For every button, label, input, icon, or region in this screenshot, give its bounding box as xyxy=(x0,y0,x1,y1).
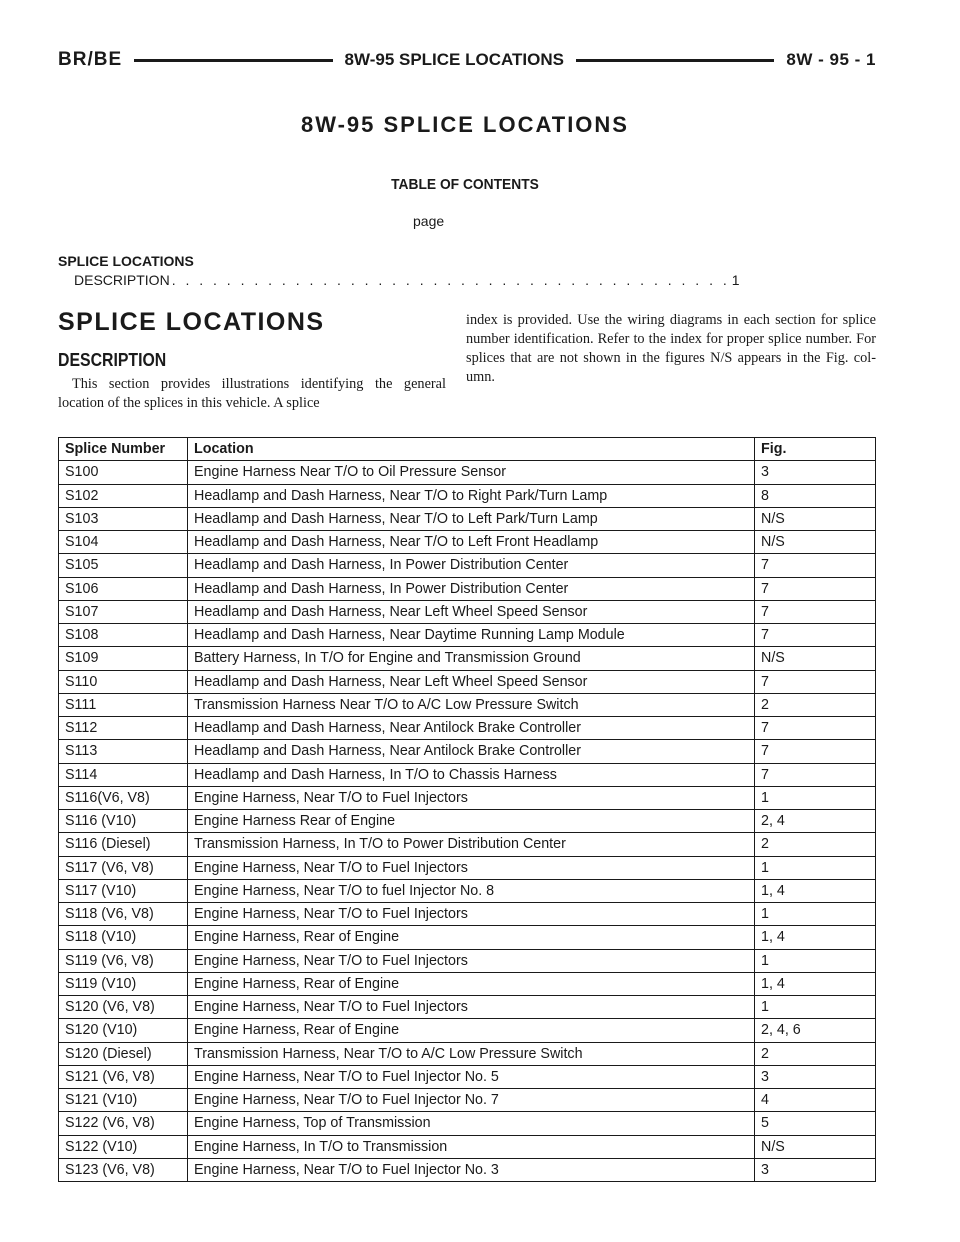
table-row xyxy=(59,1089,876,1112)
splice-number-cell: S111 xyxy=(59,693,188,716)
subsection-heading: DESCRIPTION xyxy=(58,350,167,370)
splice-number-cell: S119 (V10) xyxy=(59,972,188,995)
fig-cell: 7 xyxy=(755,740,876,763)
table-row xyxy=(59,1112,876,1135)
splice-number-cell: S104 xyxy=(59,531,188,554)
location-cell: Engine Harness Rear of Engine xyxy=(188,810,755,833)
splice-number-cell: S103 xyxy=(59,507,188,530)
splice-number-cell: S116 (V10) xyxy=(59,810,188,833)
fig-cell: 7 xyxy=(755,577,876,600)
splice-number-cell: S121 (V10) xyxy=(59,1089,188,1112)
table-row xyxy=(59,996,876,1019)
table-row xyxy=(59,1135,876,1158)
table-row xyxy=(59,972,876,995)
splice-number-cell: S122 (V10) xyxy=(59,1135,188,1158)
splice-number-cell: S112 xyxy=(59,717,188,740)
splice-number-cell: S118 (V6, V8) xyxy=(59,903,188,926)
splice-number-cell: S114 xyxy=(59,763,188,786)
toc-section-title: SPLICE LOCATIONS xyxy=(58,253,194,269)
splice-number-cell: S116(V6, V8) xyxy=(59,786,188,809)
location-cell: Transmission Harness, Near T/O to A/C Low Pressure Switch xyxy=(188,1042,755,1065)
location-cell: Headlamp and Dash Harness, In Power Distribution Center xyxy=(188,577,755,600)
splice-number-cell: S117 (V6, V8) xyxy=(59,856,188,879)
fig-cell: 7 xyxy=(755,717,876,740)
splice-number-cell: S117 (V10) xyxy=(59,879,188,902)
location-cell: Headlamp and Dash Harness, Near Antilock Brake Controller xyxy=(188,717,755,740)
splice-number-cell: S120 (Diesel) xyxy=(59,1042,188,1065)
running-header xyxy=(58,48,876,72)
splice-number-cell: S120 (V10) xyxy=(59,1019,188,1042)
splice-number-cell: S107 xyxy=(59,600,188,623)
location-cell: Engine Harness, Top of Transmission xyxy=(188,1112,755,1135)
location-cell: Headlamp and Dash Harness, Near T/O to Right Park/Turn Lamp xyxy=(188,484,755,507)
splice-table xyxy=(58,437,876,1182)
location-cell: Headlamp and Dash Harness, Near T/O to Left Park/Turn Lamp xyxy=(188,507,755,530)
table-row xyxy=(59,507,876,530)
fig-cell: 1 xyxy=(755,903,876,926)
table-row xyxy=(59,949,876,972)
splice-number-cell: S102 xyxy=(59,484,188,507)
column-header-splice-number: Splice Number xyxy=(59,438,188,461)
table-body xyxy=(59,461,876,1182)
table-row xyxy=(59,1042,876,1065)
header-rule-right xyxy=(576,59,774,62)
splice-number-cell: S106 xyxy=(59,577,188,600)
location-cell: Engine Harness Near T/O to Oil Pressure Sensor xyxy=(188,461,755,484)
fig-cell: 7 xyxy=(755,554,876,577)
location-cell: Headlamp and Dash Harness, Near Left Wheel Speed Sensor xyxy=(188,600,755,623)
splice-number-cell: S123 (V6, V8) xyxy=(59,1158,188,1181)
splice-number-cell: S109 xyxy=(59,647,188,670)
fig-cell: 8 xyxy=(755,484,876,507)
location-cell: Engine Harness, Rear of Engine xyxy=(188,972,755,995)
fig-cell: 3 xyxy=(755,1065,876,1088)
table-row xyxy=(59,577,876,600)
table-row xyxy=(59,600,876,623)
splice-number-cell: S120 (V6, V8) xyxy=(59,996,188,1019)
fig-cell: 7 xyxy=(755,763,876,786)
splice-number-cell: S110 xyxy=(59,670,188,693)
fig-cell: 1 xyxy=(755,996,876,1019)
fig-cell: 1, 4 xyxy=(755,972,876,995)
table-row xyxy=(59,763,876,786)
fig-cell: 7 xyxy=(755,670,876,693)
splice-number-cell: S105 xyxy=(59,554,188,577)
location-cell: Transmission Harness, In T/O to Power Distribution Center xyxy=(188,833,755,856)
location-cell: Engine Harness, Near T/O to Fuel Injectors xyxy=(188,949,755,972)
fig-cell: 7 xyxy=(755,624,876,647)
fig-cell: 2 xyxy=(755,693,876,716)
location-cell: Engine Harness, Rear of Engine xyxy=(188,1019,755,1042)
location-cell: Headlamp and Dash Harness, Near Antilock Brake Controller xyxy=(188,740,755,763)
location-cell: Headlamp and Dash Harness, In T/O to Chassis Harness xyxy=(188,763,755,786)
fig-cell: 3 xyxy=(755,461,876,484)
table-header-row xyxy=(59,438,876,461)
table-row xyxy=(59,879,876,902)
fig-cell: 3 xyxy=(755,1158,876,1181)
fig-cell: 2 xyxy=(755,833,876,856)
column-header-location: Location xyxy=(188,438,755,461)
fig-cell: 2, 4 xyxy=(755,810,876,833)
fig-cell: 1 xyxy=(755,856,876,879)
location-cell: Headlamp and Dash Harness, In Power Distribution Center xyxy=(188,554,755,577)
toc-title: TABLE OF CONTENTS xyxy=(391,176,539,193)
location-cell: Engine Harness, Near T/O to Fuel Injectors xyxy=(188,856,755,879)
fig-cell: 1, 4 xyxy=(755,926,876,949)
fig-cell: N/S xyxy=(755,507,876,530)
location-cell: Engine Harness, Near T/O to Fuel Injector No. 7 xyxy=(188,1089,755,1112)
header-page-number: 8W - 95 - 1 xyxy=(786,50,876,69)
table-row xyxy=(59,484,876,507)
fig-cell: 1, 4 xyxy=(755,879,876,902)
table-row xyxy=(59,1158,876,1181)
table-row xyxy=(59,740,876,763)
toc-page-label: page xyxy=(413,213,445,229)
fig-cell: 2 xyxy=(755,1042,876,1065)
table-row xyxy=(59,810,876,833)
location-cell: Engine Harness, Rear of Engine xyxy=(188,926,755,949)
header-center: 8W-95 SPLICE LOCATIONS xyxy=(344,50,564,69)
splice-number-cell: S113 xyxy=(59,740,188,763)
location-cell: Headlamp and Dash Harness, Near Left Wheel Speed Sensor xyxy=(188,670,755,693)
table-row xyxy=(59,1065,876,1088)
table-row xyxy=(59,833,876,856)
document-title: 8W-95 SPLICE LOCATIONS xyxy=(301,112,629,137)
location-cell: Headlamp and Dash Harness, Near Daytime Running Lamp Module xyxy=(188,624,755,647)
fig-cell: N/S xyxy=(755,531,876,554)
fig-cell: 2, 4, 6 xyxy=(755,1019,876,1042)
table-row xyxy=(59,1019,876,1042)
location-cell: Engine Harness, In T/O to Transmission xyxy=(188,1135,755,1158)
table-row xyxy=(59,856,876,879)
splice-number-cell: S108 xyxy=(59,624,188,647)
fig-cell: 1 xyxy=(755,949,876,972)
location-cell: Engine Harness, Near T/O to Fuel Injector No. 3 xyxy=(188,1158,755,1181)
table-row xyxy=(59,554,876,577)
splice-number-cell: S100 xyxy=(59,461,188,484)
fig-cell: 4 xyxy=(755,1089,876,1112)
table-row xyxy=(59,926,876,949)
fig-cell: 1 xyxy=(755,786,876,809)
splice-number-cell: S116 (Diesel) xyxy=(59,833,188,856)
location-cell: Headlamp and Dash Harness, Near T/O to Left Front Headlamp xyxy=(188,531,755,554)
section-heading: SPLICE LOCATIONS xyxy=(58,308,325,336)
table-row xyxy=(59,531,876,554)
fig-cell: 7 xyxy=(755,600,876,623)
header-rule-left xyxy=(134,59,332,62)
splice-number-cell: S118 (V10) xyxy=(59,926,188,949)
toc-entry[interactable] xyxy=(74,272,740,288)
description-paragraph-left: This section provides illustrations identifying the general location of the splices in this vehicle. A splice xyxy=(58,376,446,411)
splice-number-cell: S119 (V6, V8) xyxy=(59,949,188,972)
table-row xyxy=(59,693,876,716)
location-cell: Engine Harness, Near T/O to fuel Injector No. 8 xyxy=(188,879,755,902)
table-row xyxy=(59,786,876,809)
toc-entry-page: 1 xyxy=(731,272,740,288)
fig-cell: N/S xyxy=(755,1135,876,1158)
location-cell: Battery Harness, In T/O for Engine and Transmission Ground xyxy=(188,647,755,670)
location-cell: Engine Harness, Near T/O to Fuel Injector No. 5 xyxy=(188,1065,755,1088)
table-row xyxy=(59,624,876,647)
location-cell: Engine Harness, Near T/O to Fuel Injectors xyxy=(188,786,755,809)
toc-leader-dots: . . . . . . . . . . . . . . . . . . . . . . . . . . . . . . . . . . . . . . . . . xyxy=(171,272,730,288)
description-paragraph-right: index is provided. Use the wiring diagrams in each section for splice number identification. Refer to the index for proper splice number. For splices that are not shown in the figures N/S appears in the Fig. col- umn. xyxy=(466,312,876,385)
table-row xyxy=(59,461,876,484)
table-row xyxy=(59,647,876,670)
table-row xyxy=(59,717,876,740)
location-cell: Engine Harness, Near T/O to Fuel Injectors xyxy=(188,903,755,926)
toc-entry-label: DESCRIPTION xyxy=(74,272,170,288)
fig-cell: 5 xyxy=(755,1112,876,1135)
column-header-fig: Fig. xyxy=(755,438,876,461)
fig-cell: N/S xyxy=(755,647,876,670)
splice-number-cell: S121 (V6, V8) xyxy=(59,1065,188,1088)
splice-number-cell: S122 (V6, V8) xyxy=(59,1112,188,1135)
header-left: BR/BE xyxy=(58,49,123,70)
table-row xyxy=(59,670,876,693)
location-cell: Transmission Harness Near T/O to A/C Low Pressure Switch xyxy=(188,693,755,716)
table-row xyxy=(59,903,876,926)
location-cell: Engine Harness, Near T/O to Fuel Injectors xyxy=(188,996,755,1019)
